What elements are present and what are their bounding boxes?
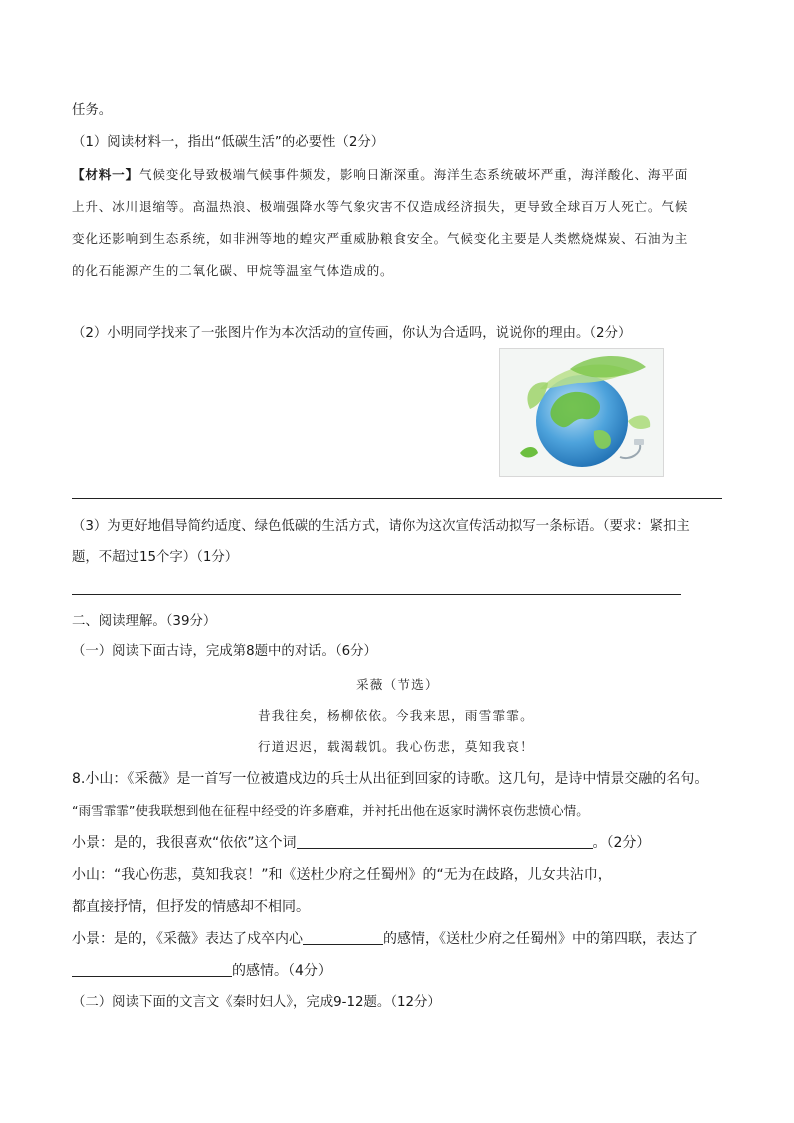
material-line-1 — [72, 166, 688, 184]
poem-line-1: 昔我往矣，杨柳依依。今我来思，雨雪霏霏。 — [258, 708, 534, 723]
answer-line-2[interactable] — [72, 498, 722, 499]
q8-xiaojing-1 — [72, 834, 650, 852]
earth-leaves-picture — [499, 348, 664, 477]
material-line-2: 上升、冰川退缩等。高温热浪、极端强降水等气象灾害不仅造成经济损失，更导致全球百万人死亡。气候 — [72, 199, 689, 214]
q8-line-1: 8.小山：《采薇》是一首写一位被遣戍边的兵士从出征到回家的诗歌。这几句，是诗中情景交融的名句。 — [72, 771, 709, 787]
q8-xiaojing-2-text-c: 的感情。（4分） — [232, 963, 332, 979]
q8-xiaojing-1-text: 小景：是的，我很喜欢“依依”这个词 — [72, 835, 297, 851]
blank-caiwei-feeling[interactable] — [303, 930, 383, 945]
material-line-3: 变化还影响到生态系统，如非洲等地的蝗灾严重威胁粮食安全。气候变化主要是人类燃烧煤炭、石油为主 — [72, 231, 689, 246]
subsection-2-heading: （二）阅读下面的文言文《秦时妇人》，完成9-12题。（12分） — [72, 995, 441, 1010]
blank-yiyi[interactable] — [297, 834, 593, 849]
q8-xiaojing-2-text-a: 小景：是的，《采薇》表达了戍卒内心 — [72, 931, 303, 947]
q8-xiaoshan-2-line-2: 都直接抒情，但抒发的情感却不相同。 — [72, 899, 310, 915]
q8-xiaojing-1-score: 。（2分） — [592, 835, 651, 851]
answer-line-3[interactable] — [72, 594, 681, 595]
earth-leaves-icon — [500, 349, 663, 476]
poem-title: 采薇（节选） — [356, 677, 439, 692]
blank-dushaofu-feeling[interactable] — [72, 962, 232, 977]
task-end-text: 任务。 — [72, 103, 113, 118]
question-2: （2）小明同学找来了一张图片作为本次活动的宣传画，你认为合适吗，说说你的理由。（2分） — [72, 326, 632, 341]
section-2-heading: 二、阅读理解。（39分） — [72, 614, 217, 629]
q8-xiaoshan-2-line-1: 小山：“我心伤悲，莫知我哀！”和《送杜少府之任蜀州》的“无为在歧路，儿女共沾巾， — [72, 867, 612, 883]
q8-line-2: “雨雪霏霏”使我联想到他在征程中经受的许多磨难，并衬托出他在返家时满怀哀伤悲愤心情。 — [72, 803, 589, 818]
material-text-1: 气候变化导致极端气候事件频发，影响日渐深重。海洋生态系统破坏严重，海洋酸化、海平面 — [138, 167, 689, 182]
subsection-1-heading: （一）阅读下面古诗，完成第8题中的对话。（6分） — [72, 644, 377, 659]
q8-xiaojing-2-cont — [72, 962, 332, 980]
q8-xiaojing-2 — [72, 930, 698, 948]
material-line-4: 的化石能源产生的二氧化碳、甲烷等温室气体造成的。 — [72, 263, 394, 278]
question-3-line-2: 题，不超过15个字）（1分） — [72, 550, 239, 565]
question-3-line-1: （3）为更好地倡导简约适度、绿色低碳的生活方式，请你为这次宣传活动拟写一条标语。（要求：紧扣主 — [72, 519, 690, 534]
question-1: （1）阅读材料一，指出“低碳生活”的必要性（2分） — [72, 135, 385, 150]
q8-xiaojing-2-text-b: 的感情，《送杜少府之任蜀州》中的第四联，表达了 — [383, 931, 698, 947]
poem-line-2: 行道迟迟，载渴载饥。我心伤悲，莫知我哀！ — [258, 739, 534, 754]
material-tag: 【材料一】 — [72, 167, 139, 182]
